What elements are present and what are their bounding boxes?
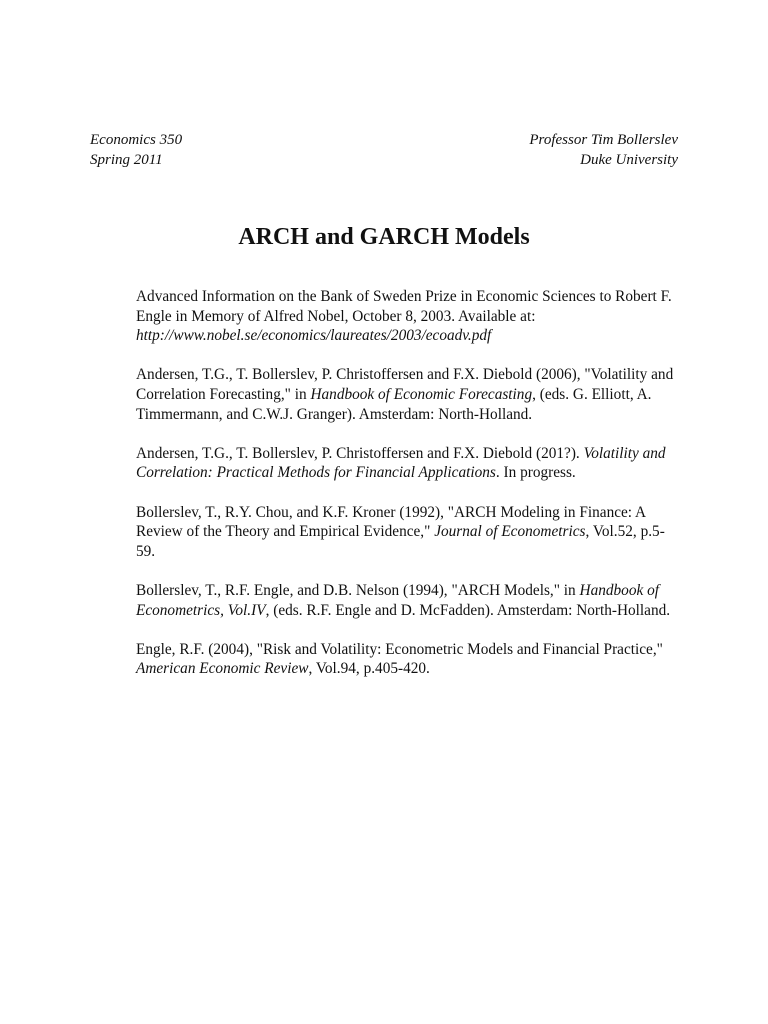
reference-text: Engle, R.F. (2004), "Risk and Volatility: Econometric Models and Financial Practice," xyxy=(136,640,663,658)
reference-item xyxy=(136,503,676,562)
reference-italic-text: http://www.nobel.se/economics/laureates/2003/ecoadv.pdf xyxy=(136,327,492,345)
reference-item xyxy=(136,287,676,346)
reference-italic-text: Handbook of Economic Forecasting xyxy=(310,385,533,403)
page-title: ARCH and GARCH Models xyxy=(238,224,530,250)
reference-text: Advanced Information on the Bank of Sweden Prize in Economic Sciences to Robert F. Engle in Memory of Alfred Nobel, October 8, 2003. Available at: xyxy=(136,288,672,325)
reference-list xyxy=(136,287,676,698)
course-info xyxy=(90,130,182,170)
reference-text: , (eds. G. Elliott, A. Timmermann, and C.W.J. Granger). Amsterdam: North-Holland. xyxy=(136,385,652,423)
course-term: Spring 2011 xyxy=(90,152,163,168)
reference-text: , (eds. R.F. Engle and D. McFadden). Amsterdam: North-Holland. xyxy=(265,601,671,619)
instructor-affiliation: Duke University xyxy=(580,152,678,168)
reference-text: , Vol.94, p.405-420. xyxy=(308,660,430,678)
instructor-name: Professor Tim Bollerslev xyxy=(529,132,678,148)
reference-text: Andersen, T.G., T. Bollerslev, P. Christoffersen and F.X. Diebold (201?). xyxy=(136,444,584,462)
reference-item xyxy=(136,640,676,679)
reference-text: Andersen, T.G., T. Bollerslev, P. Christoffersen and F.X. Diebold (2006), "Volatility and Correlation Forecasting," in xyxy=(136,366,674,403)
reference-text: . In progress. xyxy=(495,464,576,482)
reference-text: , Vol.52, p.5-59. xyxy=(136,523,665,560)
reference-italic-text: American Economic Review xyxy=(136,660,309,678)
instructor-info xyxy=(529,130,678,170)
reference-item xyxy=(136,444,676,483)
reference-text: Bollerslev, T., R.Y. Chou, and K.F. Kroner (1992), "ARCH Modeling in Finance: A Review of the Theory and Empirical Evidence," xyxy=(136,503,646,541)
reference-italic-text: Volatility and Correlation: Practical Methods for Financial Applications xyxy=(136,444,666,482)
reference-text: Bollerslev, T., R.F. Engle, and D.B. Nelson (1994), "ARCH Models," in xyxy=(136,581,580,599)
reference-italic-text: Handbook of Econometrics, Vol.IV xyxy=(136,581,659,619)
reference-item xyxy=(136,365,676,424)
reference-italic-text: Journal of Econometrics xyxy=(434,523,586,541)
course-number: Economics 350 xyxy=(90,132,183,148)
reference-item xyxy=(136,581,676,620)
